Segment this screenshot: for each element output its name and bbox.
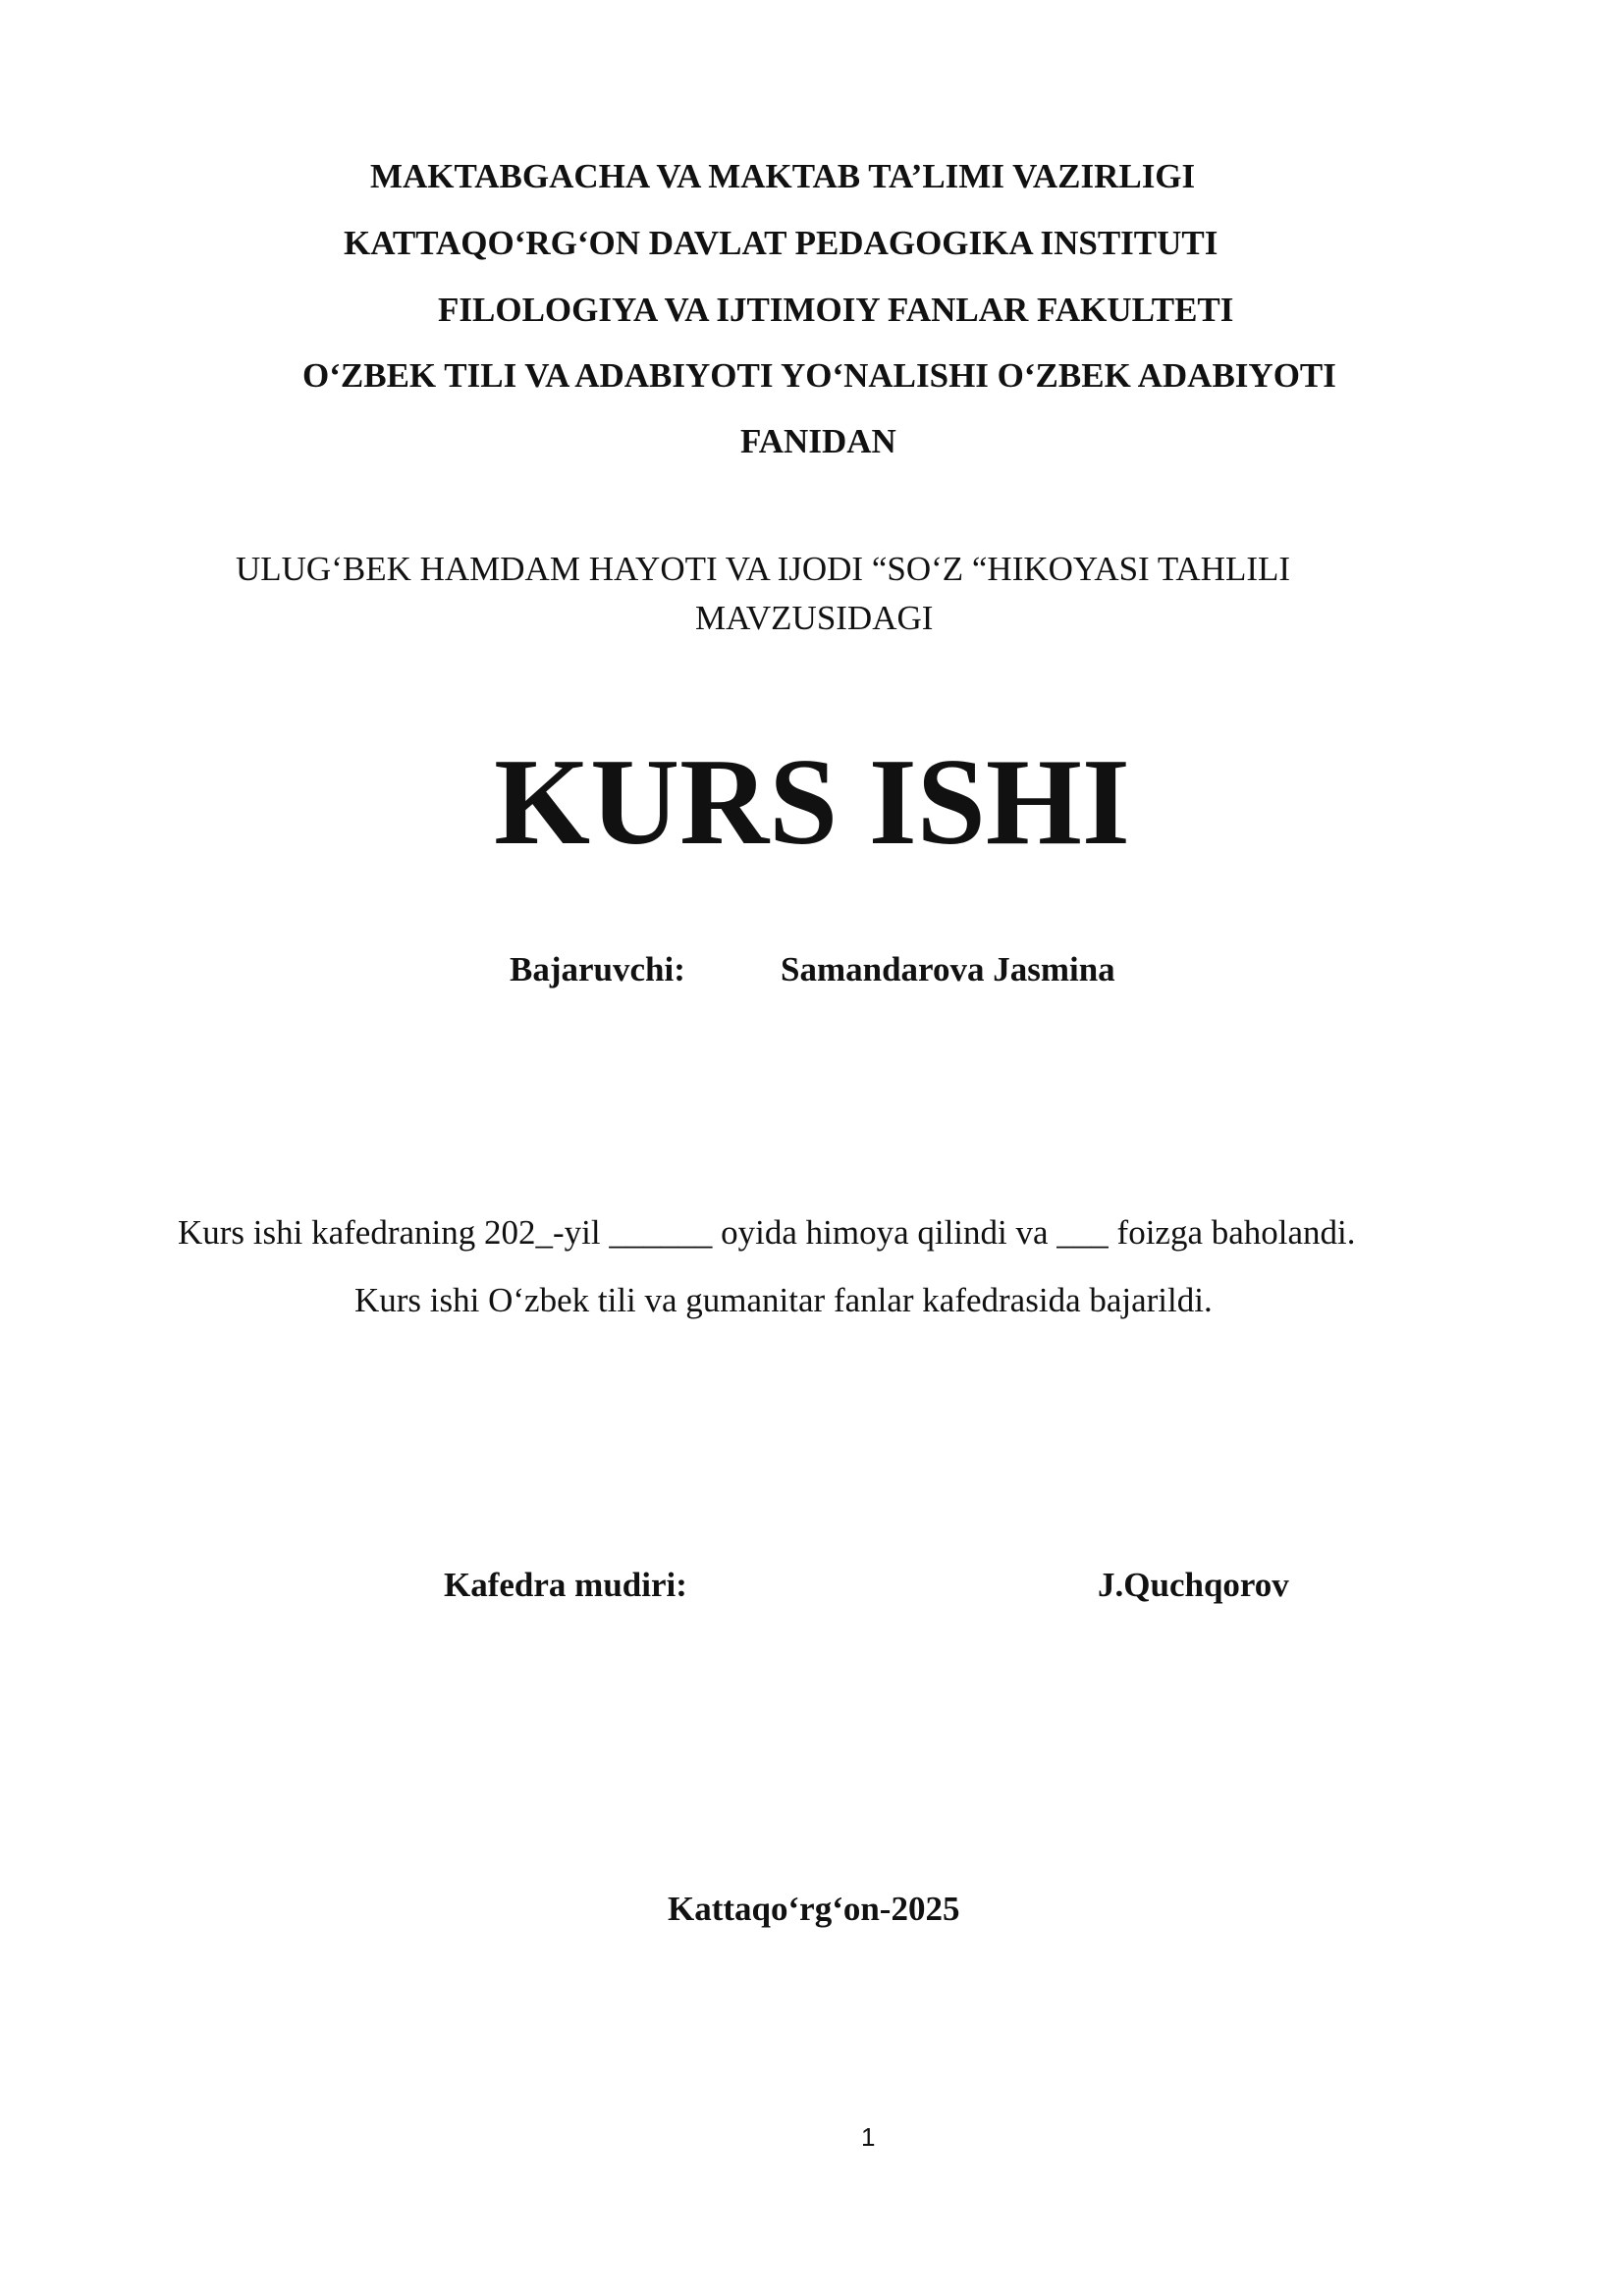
faculty-heading: FILOLOGIYA VA IJTIMOIY FANLAR FAKULTETI <box>438 291 1234 329</box>
document-type-title: KURS ISHI <box>494 734 1130 871</box>
head-of-department-name: J.Quchqorov <box>1098 1566 1289 1604</box>
place-and-year: Kattaqo‘rg‘on-2025 <box>668 1890 960 1928</box>
institute-heading: KATTAQO‘RG‘ON DAVLAT PEDAGOGIKA INSTITUTI <box>344 224 1218 262</box>
direction-heading: O‘ZBEK TILI VA ADABIYOTI YO‘NALISHI O‘ZBEK ADABIYOTI <box>302 356 1336 395</box>
performer-name: Samandarova Jasmina <box>781 950 1115 988</box>
head-of-department-label: Kafedra mudiri: <box>444 1566 687 1604</box>
performer-label: Bajaruvchi: <box>510 950 685 988</box>
page-number: 1 <box>861 2122 876 2152</box>
department-note: Kurs ishi O‘zbek tili va gumanitar fanlar kafedrasida bajarildi. <box>354 1281 1213 1319</box>
topic-line-2: MAVZUSIDAGI <box>695 599 934 637</box>
subject-suffix: FANIDAN <box>740 422 896 460</box>
topic-line-1: ULUG‘BEK HAMDAM HAYOTI VA IJODI “SO‘Z “HIKOYASI TAHLILI <box>236 550 1291 588</box>
ministry-heading: MAKTABGACHA VA MAKTAB TA’LIMI VAZIRLIGI <box>370 157 1196 195</box>
defense-note: Kurs ishi kafedraning 202_-yil ______ oyida himoya qilindi va ___ foizga baholandi. <box>178 1213 1356 1252</box>
